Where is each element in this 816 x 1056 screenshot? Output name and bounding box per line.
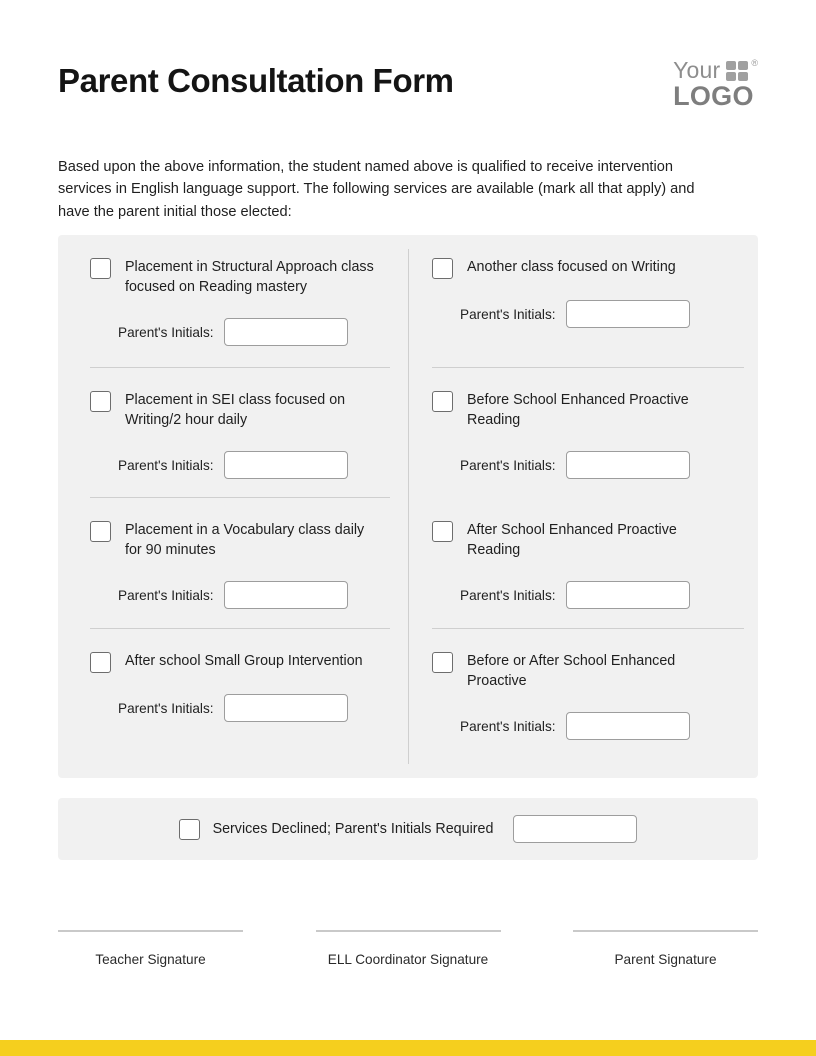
service-option-cell bbox=[408, 629, 758, 778]
footer-accent-bar bbox=[0, 1040, 816, 1056]
page-header bbox=[58, 55, 758, 125]
initials-label-6: Parent's Initials: bbox=[460, 587, 556, 603]
checkbox-service-1[interactable] bbox=[90, 258, 111, 279]
initials-label-3: Parent's Initials: bbox=[118, 457, 214, 473]
services-panel bbox=[58, 235, 758, 778]
initials-label-1: Parent's Initials: bbox=[118, 324, 214, 340]
service-option-4[interactable] bbox=[432, 390, 732, 430]
signature-line[interactable] bbox=[58, 930, 243, 932]
checkbox-service-2[interactable] bbox=[432, 258, 453, 279]
signature-label-ell-coordinator: ELL Coordinator Signature bbox=[327, 951, 489, 967]
registered-mark: ® bbox=[751, 58, 758, 68]
service-option-5[interactable] bbox=[90, 520, 382, 560]
checkbox-service-5[interactable] bbox=[90, 521, 111, 542]
service-label-6: After School Enhanced Proactive Reading bbox=[467, 522, 677, 558]
intro-paragraph: Based upon the above information, the student named above is qualified to receive intervention services in English language support. The following services are available (mark all that apply) and have the parent initial those elected: bbox=[58, 158, 695, 220]
signature-line[interactable] bbox=[316, 930, 501, 932]
signature-block-parent bbox=[573, 930, 758, 967]
service-option-1[interactable] bbox=[90, 257, 382, 297]
initials-row-8 bbox=[460, 712, 732, 740]
initials-label-5: Parent's Initials: bbox=[118, 587, 214, 603]
initials-input-8[interactable] bbox=[566, 712, 690, 740]
service-option-8[interactable] bbox=[432, 651, 732, 691]
initials-label-4: Parent's Initials: bbox=[460, 457, 556, 473]
logo-your-text: Your bbox=[673, 57, 721, 83]
service-option-cell bbox=[408, 368, 758, 498]
initials-row-3 bbox=[118, 451, 382, 479]
signature-label-teacher: Teacher Signature bbox=[95, 951, 206, 967]
service-option-7[interactable] bbox=[90, 651, 382, 673]
checkbox-service-6[interactable] bbox=[432, 521, 453, 542]
page-title: Parent Consultation Form bbox=[58, 62, 454, 99]
checkbox-services-declined[interactable] bbox=[179, 819, 200, 840]
initials-row-1 bbox=[118, 318, 382, 346]
signature-section bbox=[58, 930, 758, 967]
checkbox-service-4[interactable] bbox=[432, 391, 453, 412]
initials-input-1[interactable] bbox=[224, 318, 348, 346]
initials-row-7 bbox=[118, 694, 382, 722]
service-label-5: Placement in a Vocabulary class daily for 90 minutes bbox=[125, 522, 365, 558]
service-label-8: Before or After School Enhanced Proactive bbox=[467, 653, 676, 689]
initials-row-4 bbox=[460, 451, 732, 479]
initials-input-7[interactable] bbox=[224, 694, 348, 722]
service-option-cell bbox=[408, 498, 758, 629]
signature-label-parent: Parent Signature bbox=[614, 951, 717, 967]
initials-label-8: Parent's Initials: bbox=[460, 718, 556, 734]
initials-row-5 bbox=[118, 581, 382, 609]
logo-bottom-text: LOGO bbox=[673, 81, 754, 111]
initials-label-7: Parent's Initials: bbox=[118, 700, 214, 716]
logo bbox=[673, 55, 758, 110]
initials-row-6 bbox=[460, 581, 732, 609]
signature-block-teacher bbox=[58, 930, 243, 967]
checkbox-service-8[interactable] bbox=[432, 652, 453, 673]
services-declined-label: Services Declined; Parent's Initials Required bbox=[212, 821, 494, 837]
service-option-cell bbox=[58, 235, 408, 368]
initials-input-6[interactable] bbox=[566, 581, 690, 609]
service-option-cell bbox=[408, 235, 758, 368]
service-option-cell bbox=[58, 629, 408, 778]
service-option-cell bbox=[58, 368, 408, 498]
checkbox-service-3[interactable] bbox=[90, 391, 111, 412]
checkbox-service-7[interactable] bbox=[90, 652, 111, 673]
signature-line[interactable] bbox=[573, 930, 758, 932]
service-option-2[interactable] bbox=[432, 257, 732, 279]
service-label-3: Placement in SEI class focused on Writing/2 hour daily bbox=[125, 392, 346, 428]
column-divider bbox=[408, 249, 409, 764]
logo-top-row bbox=[673, 59, 758, 82]
services-declined-bar bbox=[58, 798, 758, 860]
service-label-4: Before School Enhanced Proactive Reading bbox=[467, 392, 689, 428]
initials-input-2[interactable] bbox=[566, 300, 690, 328]
signature-block-ell-coordinator bbox=[316, 930, 501, 967]
services-declined-initials-input[interactable] bbox=[513, 815, 637, 843]
initials-input-4[interactable] bbox=[566, 451, 690, 479]
logo-mark-icon bbox=[726, 61, 748, 81]
service-option-6[interactable] bbox=[432, 520, 732, 560]
services-grid bbox=[58, 235, 758, 778]
service-option-cell bbox=[58, 498, 408, 629]
service-label-2: Another class focused on Writing bbox=[467, 259, 676, 275]
service-option-3[interactable] bbox=[90, 390, 382, 430]
service-label-1: Placement in Structural Approach class focused on Reading mastery bbox=[125, 259, 374, 295]
initials-input-5[interactable] bbox=[224, 581, 348, 609]
service-label-7: After school Small Group Intervention bbox=[125, 653, 363, 669]
initials-row-2 bbox=[460, 300, 732, 328]
initials-label-2: Parent's Initials: bbox=[460, 306, 556, 322]
initials-input-3[interactable] bbox=[224, 451, 348, 479]
